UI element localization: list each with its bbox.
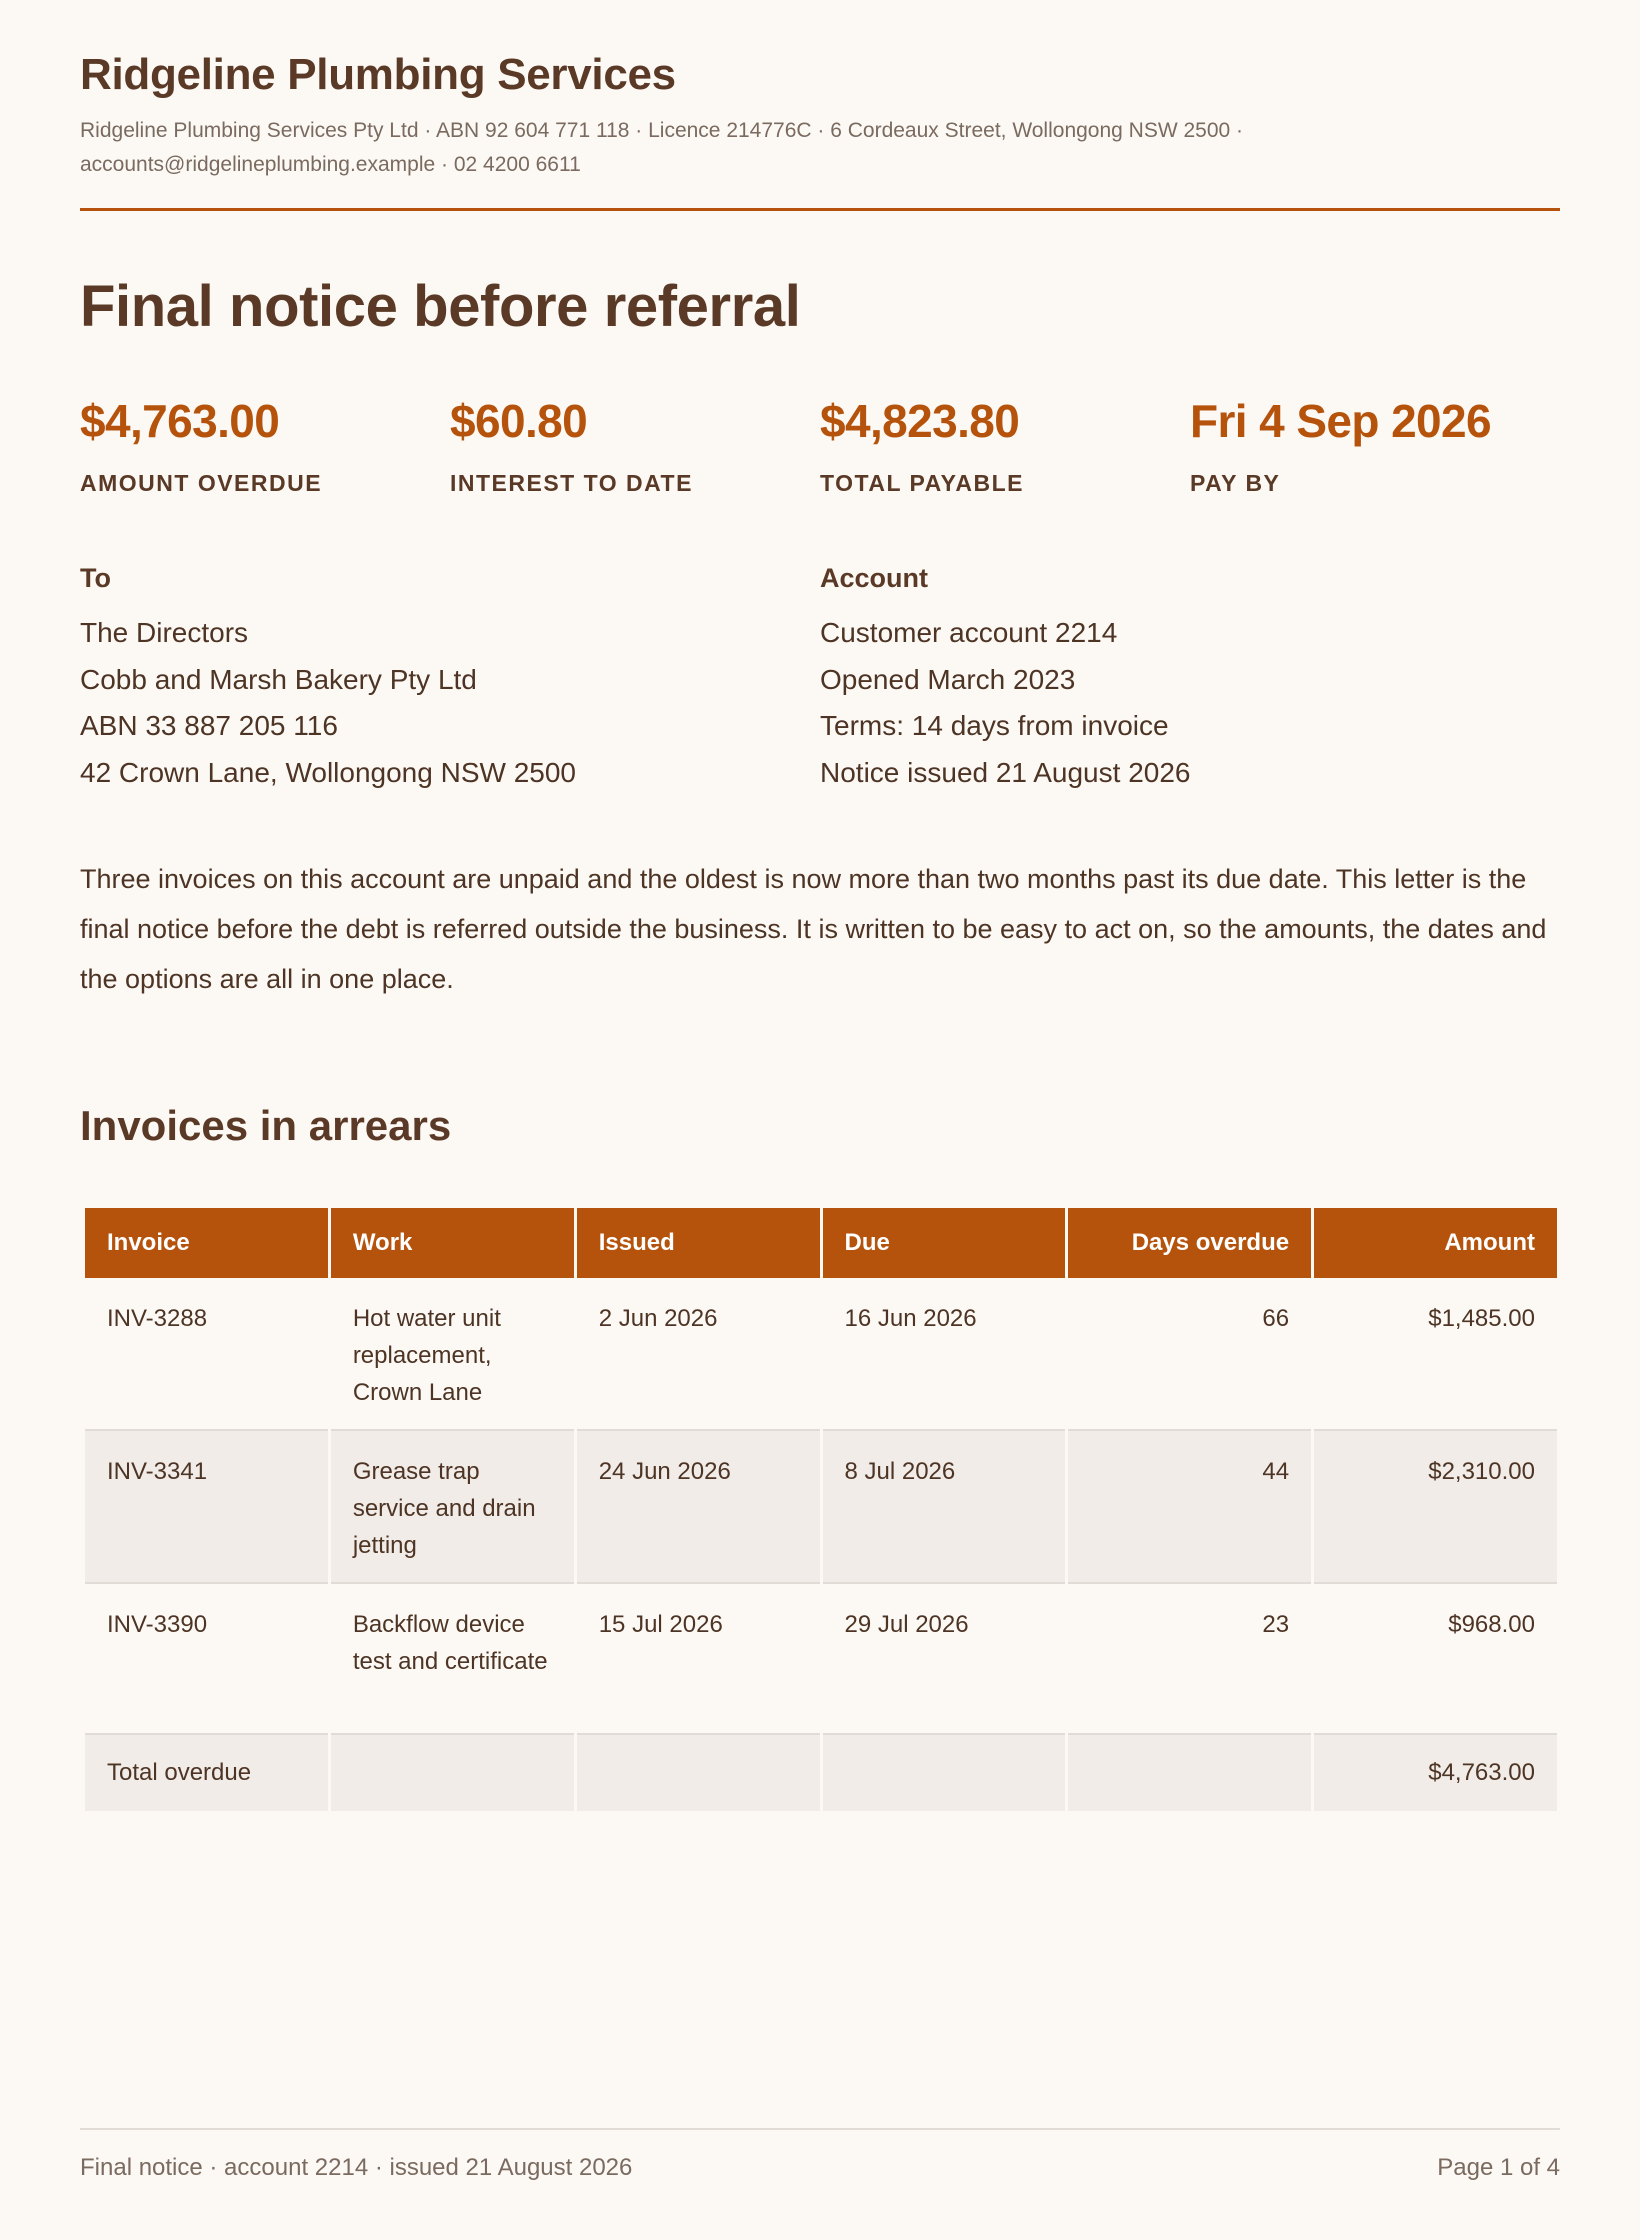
column-header-work: Work [331,1208,574,1278]
summary-interest [450,395,820,497]
table-row [85,1431,1557,1584]
total-empty-cell [331,1735,574,1811]
cell-amount: $968.00 [1314,1584,1557,1735]
cell-amount: $1,485.00 [1314,1278,1557,1431]
summary-value: $60.80 [450,395,588,447]
total-empty-cell [823,1735,1066,1811]
summary-figures [80,395,1560,497]
summary-amount-overdue [80,395,450,497]
arrears-table [82,1208,1560,1811]
column-header-days-overdue: Days overdue [1068,1208,1311,1278]
summary-total-payable [820,395,1190,497]
business-details-line: Ridgeline Plumbing Services Pty Ltd · ABN 92 604 771 118 · Licence 214776C · 6 Cordeaux Street, Wollongong NSW 2500 · [80,119,1244,142]
business-name: Ridgeline Plumbing Services [80,50,676,99]
summary-value: Fri 4 Sep 2026 [1190,395,1491,447]
letterhead [80,0,1560,211]
cell-days-overdue: 23 [1068,1584,1311,1735]
address-blocks [80,563,1560,796]
total-amount: $4,763.00 [1314,1735,1557,1811]
address-line: The Directors [80,617,249,648]
cell-work: Hot water unit replacement, Crown Lane [331,1278,574,1431]
account-title: Account [820,563,928,593]
cell-days-overdue: 44 [1068,1431,1311,1584]
summary-label: AMOUNT OVERDUE [80,470,323,496]
cell-due: 8 Jul 2026 [823,1431,1066,1584]
column-header-due: Due [823,1208,1066,1278]
intro-paragraph: Three invoices on this account are unpaid and the oldest is now more than two months past its due date. This letter is the final notice before the debt is referred outside the business. It is written to be easy to act on, so the amounts, the dates and the options are all in one place. [80,864,1547,994]
cell-due: 16 Jun 2026 [823,1278,1066,1431]
address-line: Cobb and Marsh Bakery Pty Ltd [80,663,477,695]
header-divider [80,208,1560,211]
cell-invoice: INV-3288 [85,1278,328,1431]
table-header-row [85,1208,1557,1278]
summary-label: INTEREST TO DATE [450,470,693,496]
account-line: Customer account 2214 [820,617,1118,648]
column-header-issued: Issued [577,1208,820,1278]
cell-days-overdue: 66 [1068,1278,1311,1431]
account-line: Terms: 14 days from invoice [820,710,1169,741]
account-block [820,563,1560,796]
table-row [85,1278,1557,1431]
business-details-line: accounts@ridgelineplumbing.example · 02 4200 6611 [80,153,581,176]
account-details [820,610,1560,796]
address-line: ABN 33 887 205 116 [80,710,338,741]
column-header-amount: Amount [1314,1208,1557,1278]
summary-label: TOTAL PAYABLE [820,470,1024,496]
recipient-title: To [80,563,111,593]
business-details [80,114,1560,182]
cell-amount: $2,310.00 [1314,1431,1557,1584]
summary-value: $4,823.80 [820,395,1020,447]
page-number: Page 1 of 4 [1437,2154,1560,2181]
recipient-address [80,610,820,796]
column-header-invoice: Invoice [85,1208,328,1278]
summary-pay-by [1190,395,1560,497]
page-footer [80,2128,1560,2182]
cell-work: Backflow device test and certificate [331,1584,574,1735]
table-total-row [85,1735,1557,1811]
cell-issued: 15 Jul 2026 [577,1584,820,1735]
cell-invoice: INV-3390 [85,1584,328,1735]
account-line: Notice issued 21 August 2026 [820,756,1191,788]
total-label: Total overdue [85,1735,328,1811]
cell-due: 29 Jul 2026 [823,1584,1066,1735]
notice-heading: Final notice before referral [80,274,801,339]
account-line: Opened March 2023 [820,663,1076,695]
footer-reference: Final notice · account 2214 · issued 21 August 2026 [80,2154,633,2181]
total-empty-cell [577,1735,820,1811]
arrears-section-title: Invoices in arrears [80,1102,452,1149]
table-row [85,1584,1557,1735]
summary-value: $4,763.00 [80,395,280,447]
cell-work: Grease trap service and drain jetting [331,1431,574,1584]
recipient-block [80,563,820,796]
cell-invoice: INV-3341 [85,1431,328,1584]
cell-issued: 2 Jun 2026 [577,1278,820,1431]
summary-label: PAY BY [1190,470,1281,496]
cell-issued: 24 Jun 2026 [577,1431,820,1584]
address-line: 42 Crown Lane, Wollongong NSW 2500 [80,756,577,788]
total-empty-cell [1068,1735,1311,1811]
